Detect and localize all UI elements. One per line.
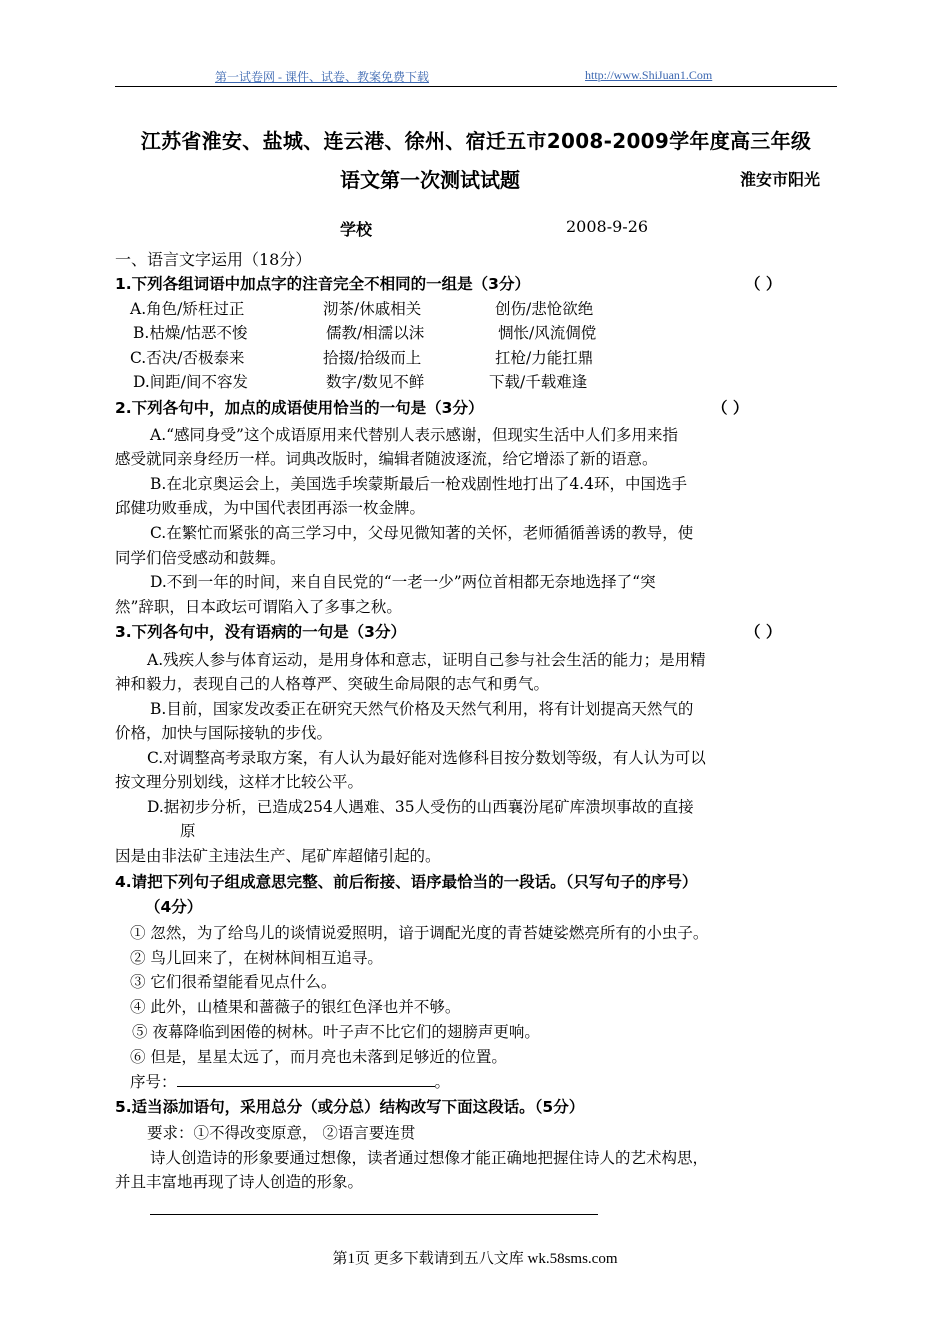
q3-option-a-line1: A.残疾人参与体育运动，是用身体和意志，证明自己参与社会生活的能力；是用精 bbox=[147, 651, 706, 669]
exam-title: 江苏省淮安、盐城、连云港、徐州、宿迁五市2008-2009学年度高三年级 bbox=[140, 129, 812, 153]
q1-option-b-1: B.枯燥/怙恶不悛 bbox=[133, 324, 248, 342]
q4-sentence-4: ④ 此外，山楂果和蔷薇子的银红色泽也并不够。 bbox=[130, 998, 461, 1016]
q5-requirement: 要求：①不得改变原意， ②语言要连贯 bbox=[147, 1124, 416, 1142]
q3-answer-paren: （ ） bbox=[745, 623, 782, 641]
q2-option-a-line1: A.“感同身受”这个成语原用来代替别人表示感谢，但现实生活中人们多用来指 bbox=[150, 426, 678, 444]
q2-option-b-line2: 邱健功败垂成，为中国代表团再添一枚金牌。 bbox=[115, 499, 426, 517]
q1-option-d-1: D.间距/间不容发 bbox=[133, 373, 249, 391]
q1-stem: 1.下列各组词语中加点字的注音完全不相同的一组是（3分） bbox=[115, 275, 530, 293]
q4-sentence-6: ⑥ 但是，星星太远了，而月亮也未落到足够近的位置。 bbox=[130, 1048, 507, 1066]
q1-option-c-2: 拾掇/拾级而上 bbox=[323, 349, 422, 367]
header-url-link[interactable]: http://www.ShiJuan1.Com bbox=[585, 68, 713, 82]
q4-sentence-2: ② 鸟儿回来了，在树林间相互追寻。 bbox=[130, 949, 383, 967]
q5-passage-line2: 并且丰富地再现了诗人创造的形象。 bbox=[115, 1173, 364, 1191]
q5-passage-line1: 诗人创造诗的形象要通过想像，读者通过想像才能正确地把握住诗人的艺术构思， bbox=[150, 1149, 709, 1167]
page-footer: 第1页 更多下载请到五八文库 wk.58sms.com bbox=[332, 1251, 618, 1267]
q2-option-c-line2: 同学们倍受感动和鼓舞。 bbox=[115, 549, 286, 567]
section-heading: 一、语言文字运用（18分） bbox=[115, 250, 312, 269]
q1-option-c-3: 扛枪/力能扛鼎 bbox=[495, 349, 594, 367]
q2-option-d-line1: D.不到一年的时间，来自自民党的“一老一少”两位首相都无奈地选择了“突 bbox=[150, 573, 656, 591]
q1-option-d-3: 下载/千载难逢 bbox=[489, 373, 588, 391]
q2-answer-paren: （ ） bbox=[712, 399, 749, 417]
q3-option-d-line1b: 原 bbox=[180, 822, 196, 840]
q1-option-a-3: 创伤/悲怆欲绝 bbox=[495, 300, 594, 318]
q2-stem: 2.下列各句中，加点的成语使用恰当的一句是（3分） bbox=[115, 399, 484, 417]
q4-order-end: 。 bbox=[434, 1073, 451, 1091]
q4-sentence-5: ⑤ 夜幕降临到困倦的树林。叶子声不比它们的翅膀声更响。 bbox=[132, 1023, 540, 1041]
q4-order-input[interactable] bbox=[177, 1072, 435, 1087]
q2-option-c-line1: C.在繁忙而紧张的高三学习中，父母见微知著的关怀，老师循循善诱的教导，使 bbox=[150, 524, 694, 542]
q2-option-d-line2: 然”辞职，日本政坛可谓陷入了多事之秋。 bbox=[115, 598, 402, 616]
q3-stem: 3.下列各句中，没有语病的一句是（3分） bbox=[115, 623, 406, 641]
exam-source: 淮安市阳光 bbox=[740, 170, 821, 189]
q4-stem: 4.请把下列句子组成意思完整、前后衔接、语序最恰当的一段话。（只写句子的序号） bbox=[115, 873, 698, 891]
q4-score: （4分） bbox=[145, 898, 203, 916]
q4-order-label: 序号： bbox=[130, 1073, 177, 1091]
q4-order-row bbox=[130, 1071, 450, 1093]
q3-option-d-line1: D.据初步分析，已造成254人遇难、35人受伤的山西襄汾尾矿库溃坝事故的直接 bbox=[147, 798, 694, 816]
q5-stem: 5.适当添加语句，采用总分（或分总）结构改写下面这段话。（5分） bbox=[115, 1098, 585, 1116]
q1-option-d-2: 数字/数见不鲜 bbox=[326, 373, 425, 391]
q4-sentence-3: ③ 它们很希望能看见点什么。 bbox=[130, 973, 337, 991]
exam-date: 2008-9-26 bbox=[566, 217, 649, 236]
school-label: 学校 bbox=[340, 220, 373, 239]
q1-option-c-1: C.否决/否极泰来 bbox=[130, 349, 245, 367]
header-site-link[interactable]: 第一试卷网 - 课件、试卷、教案免费下载 bbox=[215, 70, 429, 84]
q3-option-c-line1: C.对调整高考录取方案，有人认为最好能对选修科目按分数划等级，有人认为可以 bbox=[147, 749, 706, 767]
q1-option-b-2: 儒教/相濡以沫 bbox=[326, 324, 425, 342]
q3-option-c-line2: 按文理分别划线，这样才比较公平。 bbox=[115, 773, 364, 791]
q4-sentence-1: ① 忽然，为了给鸟儿的谈情说爱照明，谙于调配光度的青苔婕娑燃亮所有的小虫子。 bbox=[130, 924, 709, 942]
q2-option-b-line1: B.在北京奥运会上，美国选手埃蒙斯最后一枪戏剧性地打出了4.4环，中国选手 bbox=[150, 475, 687, 493]
q3-option-a-line2: 神和毅力，表现自己的人格尊严、突破生命局限的志气和勇气。 bbox=[115, 675, 550, 693]
q3-option-b-line2: 价格，加快与国际接轨的步伐。 bbox=[115, 724, 333, 742]
q3-option-b-line1: B.目前，国家发改委正在研究天然气价格及天然气利用，将有计划提高天然气的 bbox=[150, 700, 694, 718]
page-header bbox=[115, 66, 837, 87]
q1-answer-paren: （ ） bbox=[745, 275, 782, 293]
q1-option-b-3: 惆怅/风流倜傥 bbox=[498, 324, 597, 342]
q1-option-a-2: 沏茶/休戚相关 bbox=[323, 300, 422, 318]
q1-option-a-1: A.角色/矫枉过正 bbox=[130, 300, 245, 318]
exam-subtitle: 语文第一次测试试题 bbox=[340, 168, 520, 192]
q5-answer-line[interactable] bbox=[150, 1214, 598, 1215]
q2-option-a-line2: 感受就同亲身经历一样。词典改版时，编辑者随波逐流，给它增添了新的语意。 bbox=[115, 450, 658, 468]
q3-option-d-line2: 因是由非法矿主违法生产、尾矿库超储引起的。 bbox=[115, 847, 441, 865]
